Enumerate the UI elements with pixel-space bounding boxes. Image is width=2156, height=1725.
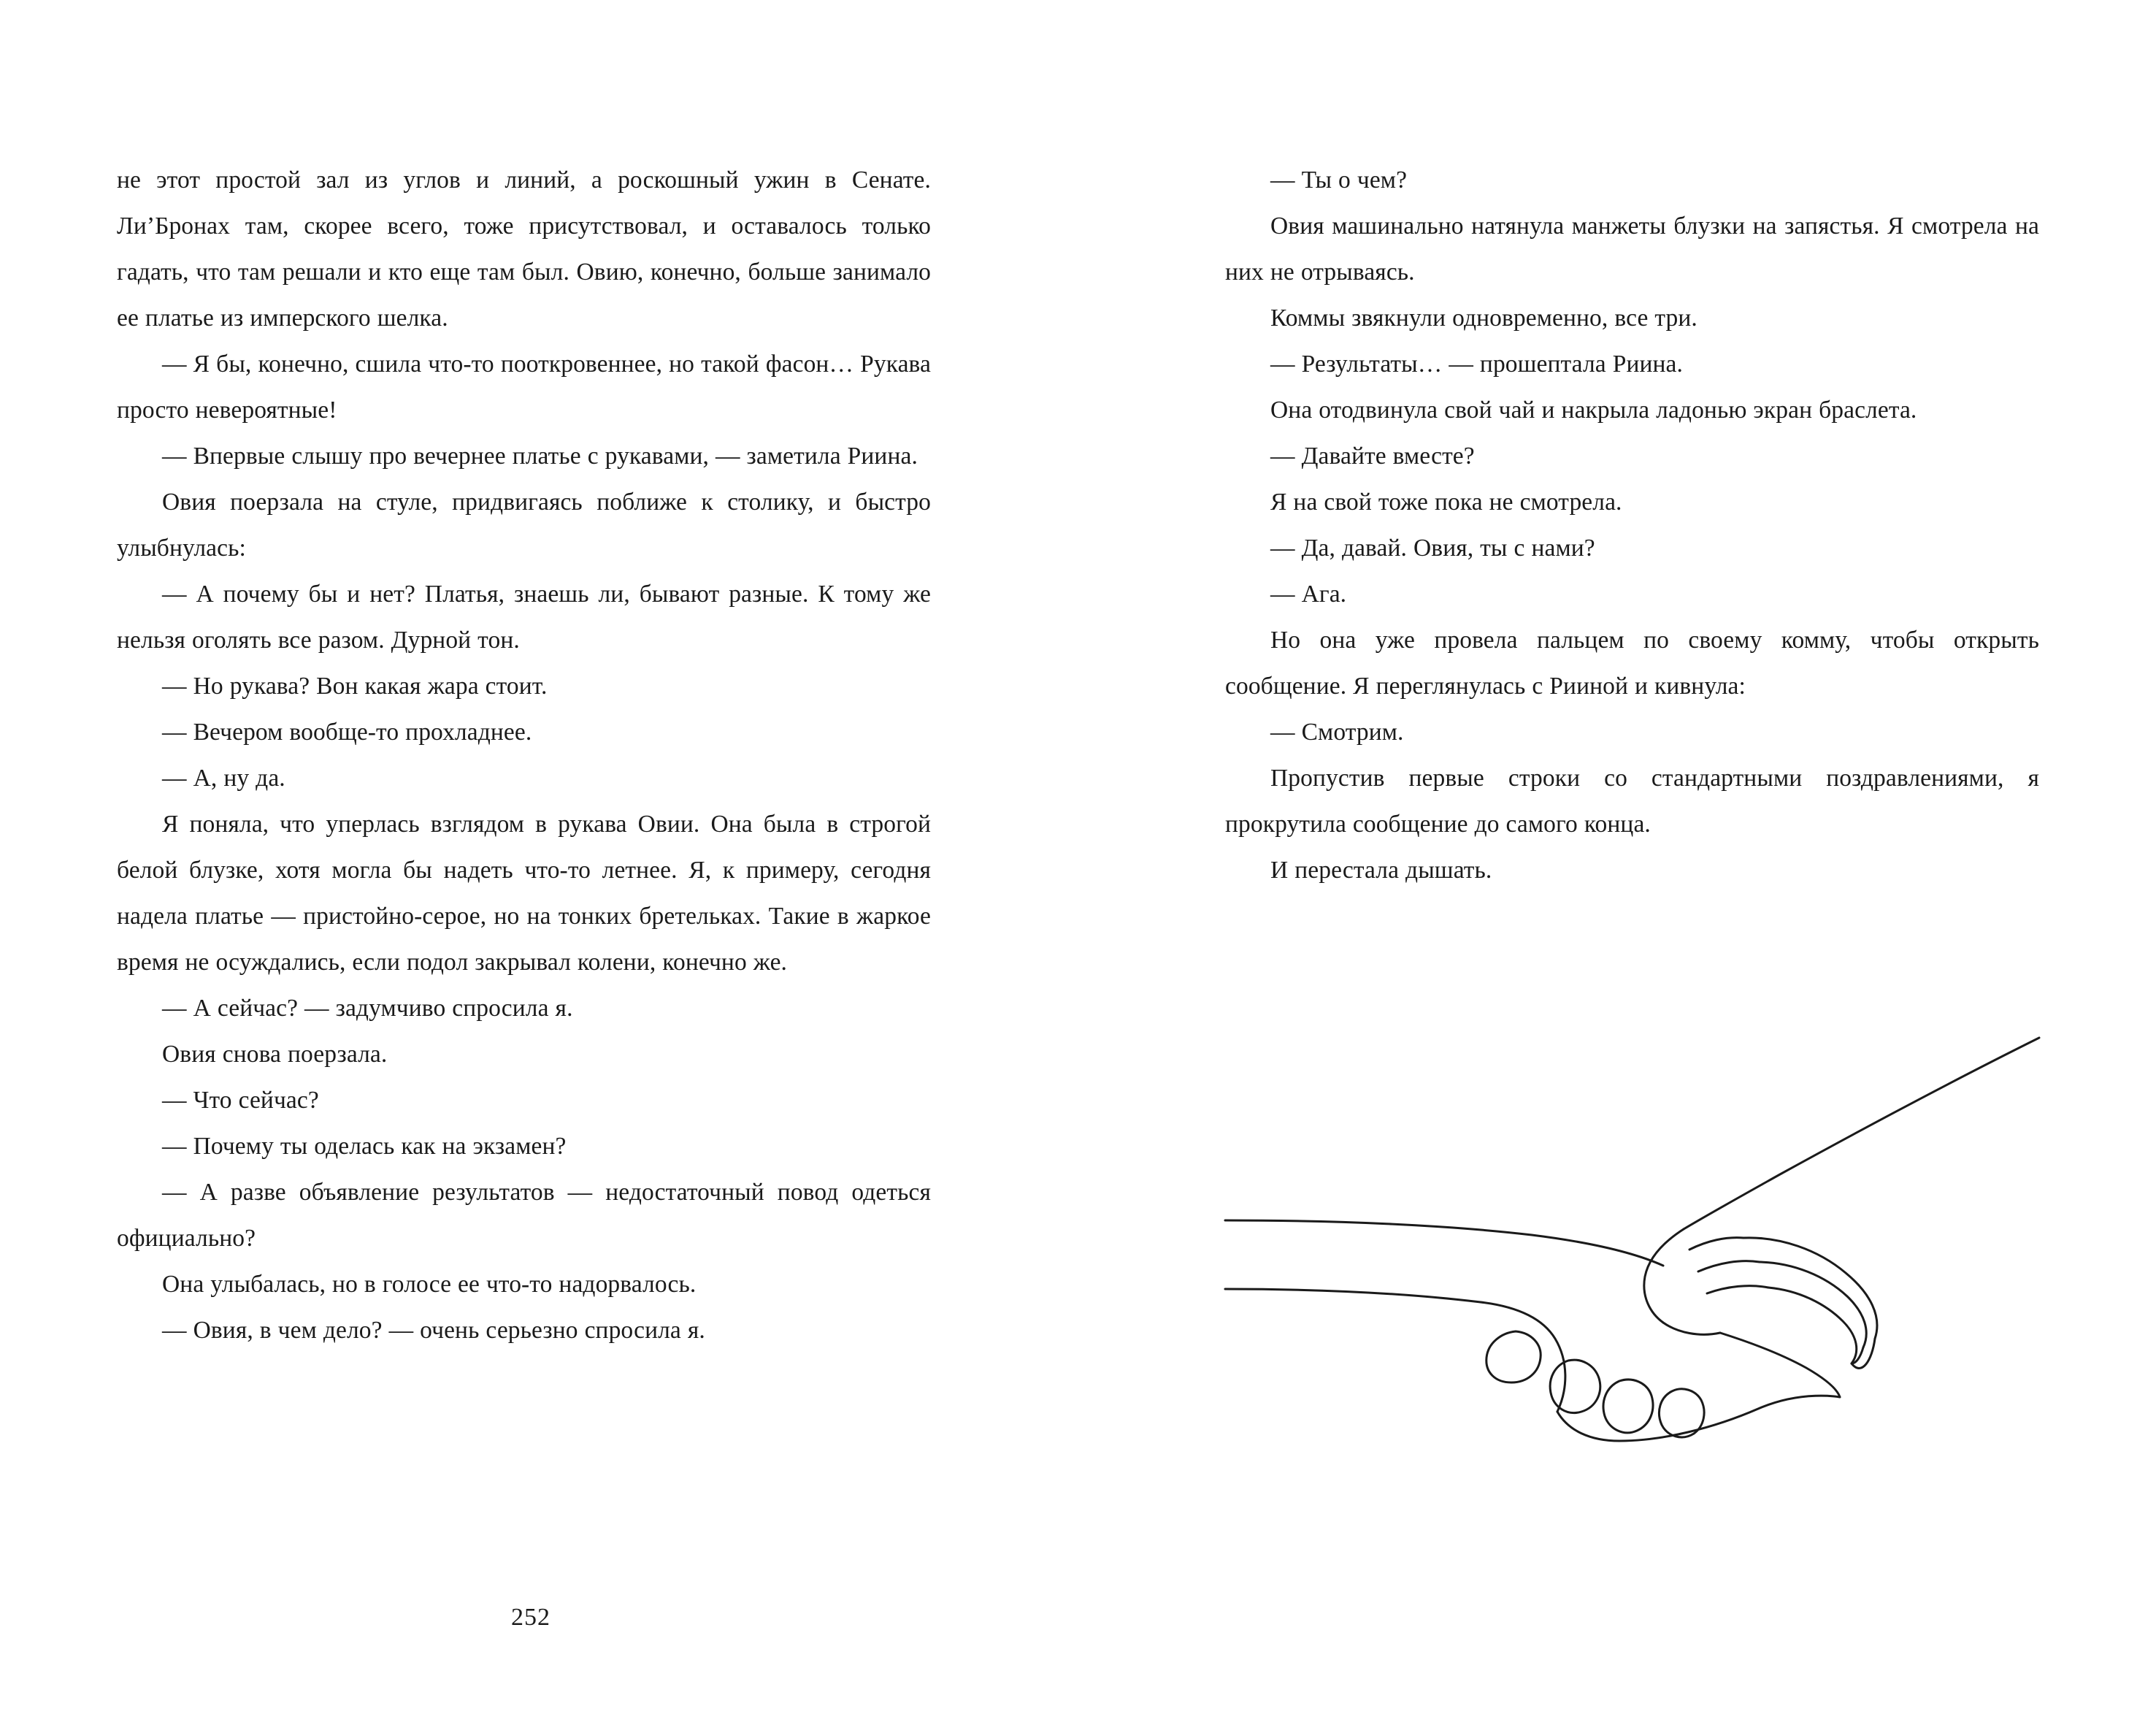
paragraph: Я на свой тоже пока не смотрела. [1270,489,1622,516]
paragraph: — А разве объявление результатов — недостаточный повод одеться официально? [117,1179,931,1252]
paragraph: — Результаты… — прошептала Риина. [1270,351,1683,378]
paragraph: — Я бы, конечно, сшила что-то пооткровеннее, но такой фасон… Рукава просто невероятные! [117,351,931,424]
paragraph: Овия поерзала на стуле, придвигаясь поближе к столику, и быстро улыбнулась: [117,489,931,562]
paragraph: Но она уже провела пальцем по своему комму, чтобы открыть сообщение. Я переглянулась с Рииной и кивнула: [1225,627,2039,700]
paragraph: — Овия, в чем дело? — очень серьезно спросила я. [162,1317,705,1344]
paragraph: — Что сейчас? [162,1087,319,1114]
paragraph: Я поняла, что уперлась взглядом в рукава Овии. Она была в строгой белой блузке, хотя могла бы надеть что-то летнее. Я, к примеру, сегодня надела платье — пристойно-серое, но на тонких бретельках. Такие в жаркое время не осуждались, если подол закрывал колени, конечно же. [117,811,931,976]
paragraph: — А сейчас? — задумчиво спросила я. [162,995,573,1022]
paragraph: Овия снова поерзала. [162,1041,388,1068]
clasped-hands-illustration [1225,1017,2039,1456]
paragraph: — Да, давай. Овия, ты с нами? [1270,535,1595,562]
paragraph: — Смотрим. [1270,719,1404,746]
paragraph: Она улыбалась, но в голосе ее что-то надорвалось. [162,1271,697,1298]
paragraph: — А почему бы и нет? Платья, знаешь ли, бывают разные. К тому же нельзя оголять все разом. Дурной тон. [117,581,931,654]
paragraph: Пропустив первые строки со стандартными поздравлениями, я прокрутила сообщение до самого конца. [1225,765,2039,838]
paragraph: — Впервые слышу про вечернее платье с рукавами, — заметила Риина. [162,443,918,470]
paragraph: — А, ну да. [162,765,285,792]
paragraph: — Но рукава? Вон какая жара стоит. [162,673,548,700]
paragraph: не этот простой зал из углов и линий, а роскошный ужин в Сенате. Ли’Бронах там, скорее всего, тоже присутствовал, и оставалось только гадать, что там решали и кто еще там был. Овию, конечно, больше занимало ее платье из имперского шелка. [117,167,931,332]
paragraph: Она отодвинула свой чай и накрыла ладонью экран браслета. [1270,397,1917,424]
paragraph: И перестала дышать. [1270,857,1492,884]
right-text-column [1225,157,2039,1456]
left-text-column [117,157,931,1353]
paragraph: — Ты о чем? [1270,167,1408,194]
paragraph: — Почему ты оделась как на экзамен? [162,1133,567,1160]
paragraph: — Давайте вместе? [1270,443,1475,470]
page-columns [117,157,2039,1456]
paragraph: Коммы звякнули одновременно, все три. [1270,305,1697,332]
page-number: 252 [511,1604,550,1631]
paragraph: — Ага. [1270,581,1347,608]
paragraph: Овия машинально натянула манжеты блузки на запястья. Я смотрела на них не отрываясь. [1225,213,2039,286]
paragraph: — Вечером вообще-то прохладнее. [162,719,532,746]
